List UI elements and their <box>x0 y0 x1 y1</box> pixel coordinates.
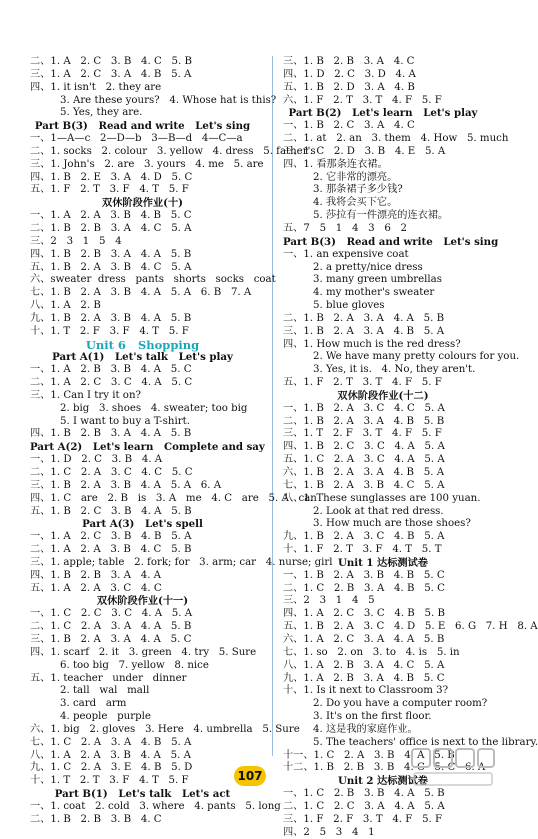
right-answer-line: 3. Yes, it is. 4. No, they aren't. <box>313 364 476 376</box>
left-answer-line: 十、1. T 2. F 3. F 4. T 5. F <box>30 325 189 337</box>
left-answer-line: 四、1. B 2. B 3. A 4. A 5. B <box>30 248 192 260</box>
left-answer-line: 2. big 3. shoes 4. sweater; too big <box>60 402 248 414</box>
left-answer-line: 四、1. C are 2. B is 3. A me 4. C are 5. A can <box>30 492 317 504</box>
left-answer-line: 三、1. John's 2. are 3. yours 4. me 5. are <box>30 158 264 170</box>
left-answer-line: 九、1. C 2. A 3. E 4. B 5. D <box>30 762 193 774</box>
right-answer-line: 3. It's on the first floor. <box>313 711 432 723</box>
right-answer-line: 三、1. B 2. A 3. A 4. B 5. A <box>283 325 445 337</box>
right-section-heading: Unit 2 达标测试卷 <box>338 775 428 788</box>
right-answer-line: 5. blue gloves <box>313 300 385 312</box>
right-answer-line: 十、1. F 2. T 3. F 4. T 5. T <box>283 544 442 556</box>
left-answer-line: 五、1. B 2. A 3. B 4. C 5. A <box>30 261 192 273</box>
right-answer-column <box>283 56 538 839</box>
right-answer-line: 5. 莎拉有一件漂亮的连衣裙。 <box>313 210 449 222</box>
left-answer-line: 八、1. A 2. A 3. B 4. A 5. A <box>30 749 191 761</box>
left-answer-line: 三、2 3 1 5 4 <box>30 235 122 247</box>
right-answer-line: 5. The teachers' office is next to the library. <box>313 736 538 748</box>
left-section-heading: 双休阶段作业(十) <box>102 197 183 210</box>
left-answer-line: 七、1. C 2. A 3. A 4. B 5. A <box>30 736 192 748</box>
left-answer-line: 四、1. scarf 2. it 3. green 4. try 5. Sure <box>30 646 257 658</box>
right-answer-line: 三、1. T 2. F 3. T 4. F 5. F <box>283 428 442 440</box>
right-answer-line: 一、1. B 2. A 3. C 4. C 5. A <box>283 402 445 414</box>
right-answer-line: 九、1. B 2. A 3. C 4. B 5. A <box>283 531 445 543</box>
right-answer-line: 六、1. F 2. T 3. T 4. F 5. F <box>283 94 442 106</box>
right-answer-line: 十二、1. B 2. B 3. B 4. C 5. C 6. A <box>283 762 486 774</box>
left-answer-line: 三、1. Can I try it on? <box>30 389 141 401</box>
right-answer-line: 2. 它非常的漂亮。 <box>313 171 398 183</box>
right-answer-line: 十一、1. C 2. A 3. B 4. A 5. B <box>283 749 455 761</box>
right-answer-line: 2. Do you have a computer room? <box>313 698 488 710</box>
right-answer-line: 七、1. so 2. on 3. to 4. is 5. in <box>283 646 460 658</box>
left-answer-line: 6. too big 7. yellow 8. nice <box>60 659 209 671</box>
right-answer-line: 三、2 3 1 4 5 <box>283 595 375 607</box>
right-answer-line: 五、7 5 1 4 3 6 2 <box>283 222 408 234</box>
right-answer-line: 二、1. C 2. B 3. A 4. B 5. C <box>283 582 445 594</box>
right-answer-line: 2. Look at that red dress. <box>313 505 444 517</box>
right-answer-line: 二、1. B 2. A 3. A 4. A 5. B <box>283 312 445 324</box>
right-answer-line: 四、2 5 3 4 1 <box>283 826 375 838</box>
right-answer-line: 十、1. Is it next to Classroom 3? <box>283 685 449 697</box>
right-answer-line: 九、1. A 2. B 3. A 4. B 5. C <box>283 672 445 684</box>
left-answer-line: 六、1. big 2. gloves 3. Here 4. umbrella 5. Sure <box>30 723 300 735</box>
left-answer-line: 二、1. C 2. A 3. C 4. C 5. C <box>30 467 193 478</box>
left-section-heading: Part B(3) Read and write Let's sing <box>34 120 251 133</box>
right-answer-line: 八、1. A 2. B 3. A 4. C 5. A <box>283 659 445 671</box>
left-answer-line: 3. Are these yours? 4. Whose hat is this? <box>60 94 277 106</box>
left-section-heading: Part A(3) Let's spell <box>82 518 203 531</box>
right-answer-line: 一、1. B 2. C 3. A 4. C <box>283 120 415 132</box>
watermark-logo-icon <box>410 745 496 789</box>
left-answer-line: 二、1. C 2. A 3. A 4. A 5. B <box>30 621 192 633</box>
right-answer-line: 3. 那条裙子多少钱? <box>313 184 403 196</box>
left-answer-line: 四、1. B 2. B 3. A 4. A <box>30 569 162 581</box>
left-answer-line: 一、1. coat 2. cold 3. where 4. pants 5. long <box>30 800 281 812</box>
left-answer-line: 二、1. A 2. A 3. B 4. C 5. B <box>30 544 192 556</box>
left-answer-line: 二、1. A 2. C 3. C 4. A 5. C <box>30 377 193 389</box>
right-answer-line: 2. We have many pretty colours for you. <box>313 351 520 363</box>
left-answer-line: 四、1. B 2. E 3. A 4. D 5. C <box>30 171 193 183</box>
left-answer-line: 2. tall wal mall <box>60 685 150 697</box>
left-answer-line: 一、1. C 2. C 3. C 4. A 5. A <box>30 608 193 620</box>
right-answer-line: 五、1. F 2. T 3. T 4. F 5. F <box>283 377 442 389</box>
right-answer-line: 3. many green umbrellas <box>313 274 442 286</box>
left-answer-line: 二、1. B 2. B 3. A 4. C 5. A <box>30 222 192 234</box>
right-answer-line: 二、1. B 2. A 3. A 4. B 5. B <box>283 415 445 427</box>
left-section-heading: Part B(1) Let's talk Let's act <box>54 788 231 801</box>
right-answer-line: 六、1. B 2. A 3. A 4. B 5. A <box>283 467 445 478</box>
left-answer-line: 七、1. B 2. A 3. B 4. A 5. A 6. B 7. A <box>30 287 252 299</box>
left-section-heading: Unit 6 Shopping <box>85 337 200 352</box>
right-answer-line: 2. a pretty/nice dress <box>313 261 423 273</box>
right-section-heading: Unit 1 达标测试卷 <box>338 556 428 569</box>
right-answer-line: 一、1. B 2. A 3. B 4. B 5. C <box>283 569 445 581</box>
right-answer-line: 4. 这是我的家庭作业。 <box>313 723 418 735</box>
left-answer-line: 一、1—A—c 2—D—b 3—B—d 4—C—a <box>30 133 243 145</box>
right-answer-line: 4. my mother's sweater <box>313 287 435 299</box>
left-answer-line: 三、1. A 2. C 3. A 4. B 5. A <box>30 68 192 80</box>
left-answer-line: 四、1. B 2. B 3. A 4. A 5. B <box>30 428 192 440</box>
right-answer-line: 二、1. C 2. C 3. A 4. A 5. A <box>283 800 445 812</box>
left-answer-line: 三、1. B 2. A 3. B 4. A 5. A 6. A <box>30 479 222 491</box>
right-answer-line: 五、1. B 2. D 3. A 4. B <box>283 81 415 93</box>
left-answer-line: 一、1. D 2. C 3. B 4. A <box>30 454 163 466</box>
right-answer-line: 八、1. These sunglasses are 100 yuan. <box>283 492 481 504</box>
left-answer-line: 5. Yes, they are. <box>60 107 143 119</box>
left-answer-line: 五、1. F 2. T 3. F 4. T 5. F <box>30 184 189 196</box>
right-answer-line: 四、1. B 2. C 3. C 4. A 5. A <box>283 441 445 453</box>
left-answer-line: 4. people purple <box>60 711 151 723</box>
right-answer-line: 四、1. How much is the red dress? <box>283 338 461 350</box>
right-answer-line: 三、1. B 2. B 3. A 4. C <box>283 56 415 67</box>
page-number-badge: 107 <box>234 766 266 786</box>
left-section-heading: 双休阶段作业(十一) <box>96 595 189 608</box>
right-answer-line: 五、1. C 2. A 3. C 4. A 5. A <box>283 454 445 466</box>
right-answer-line: 四、1. D 2. C 3. D 4. A <box>283 68 416 80</box>
right-answer-line: 三、1. C 2. D 3. B 4. E 5. A <box>283 145 446 157</box>
right-answer-line: 四、1. 看那条连衣裙。 <box>283 158 388 170</box>
left-answer-line: 三、1. apple; table 2. fork; for 3. arm; car 4. nurse; girl <box>30 556 333 568</box>
right-section-heading: 双休阶段作业(十二) <box>337 389 429 402</box>
left-section-heading: Part A(1) Let's talk Let's play <box>52 351 233 364</box>
right-answer-line: 3. How much are those shoes? <box>313 518 471 530</box>
left-answer-line: 一、1. A 2. C 3. B 4. B 5. A <box>30 531 192 543</box>
left-answer-line: 三、1. B 2. A 3. A 4. A 5. C <box>30 633 192 645</box>
left-answer-line: 五、1. teacher under dinner <box>30 672 187 684</box>
right-section-heading: Part B(2) Let's learn Let's play <box>288 107 478 120</box>
right-answer-line: 七、1. B 2. A 3. B 4. C 5. A <box>283 479 445 491</box>
right-answer-line: 4. 我将会买下它。 <box>313 197 398 209</box>
left-answer-line: 十、1. T 2. T 3. F 4. T 5. F <box>30 775 189 787</box>
left-answer-line: 二、1. B 2. B 3. B 4. C <box>30 813 162 825</box>
left-answer-line: 五、1. B 2. C 3. B 4. A 5. B <box>30 505 192 517</box>
right-section-heading: Part B(3) Read and write Let's sing <box>283 235 499 248</box>
left-answer-line: 八、1. A 2. B <box>30 300 101 312</box>
column-divider <box>272 56 273 756</box>
right-answer-line: 四、1. A 2. C 3. C 4. B 5. B <box>283 608 445 620</box>
left-answer-line: 一、1. A 2. A 3. B 4. B 5. C <box>30 210 192 222</box>
right-answer-line: 六、1. A 2. C 3. A 4. A 5. B <box>283 633 445 645</box>
right-answer-line: 一、1. an expensive coat <box>283 248 409 260</box>
left-answer-line: 四、1. it isn't 2. they are <box>30 81 162 93</box>
right-answer-line: 三、1. F 2. F 3. T 4. F 5. F <box>283 813 443 825</box>
left-answer-line: 二、1. A 2. C 3. B 4. C 5. B <box>30 56 192 67</box>
left-answer-line: 六、sweater dress pants shorts socks coat <box>30 274 276 286</box>
left-answer-line: 二、1. socks 2. colour 3. yellow 4. dress 5. father's <box>30 145 316 157</box>
left-answer-line: 一、1. A 2. B 3. B 4. A 5. C <box>30 364 192 376</box>
left-answer-line: 九、1. B 2. A 3. B 4. A 5. B <box>30 312 192 324</box>
right-answer-line: 二、1. at 2. an 3. them 4. How 5. much <box>283 133 509 145</box>
left-section-heading: Part A(2) Let's learn Complete and say <box>30 441 265 454</box>
right-answer-line: 五、1. B 2. A 3. C 4. D 5. E 6. G 7. H 8. A <box>283 621 538 633</box>
right-answer-line: 一、1. C 2. B 3. B 4. A 5. B <box>283 788 445 800</box>
left-answer-line: 3. card arm <box>60 698 127 710</box>
left-answer-line: 五、1. A 2. A 3. C 4. C <box>30 582 162 594</box>
left-answer-line: 5. I want to buy a T-shirt. <box>60 415 190 427</box>
